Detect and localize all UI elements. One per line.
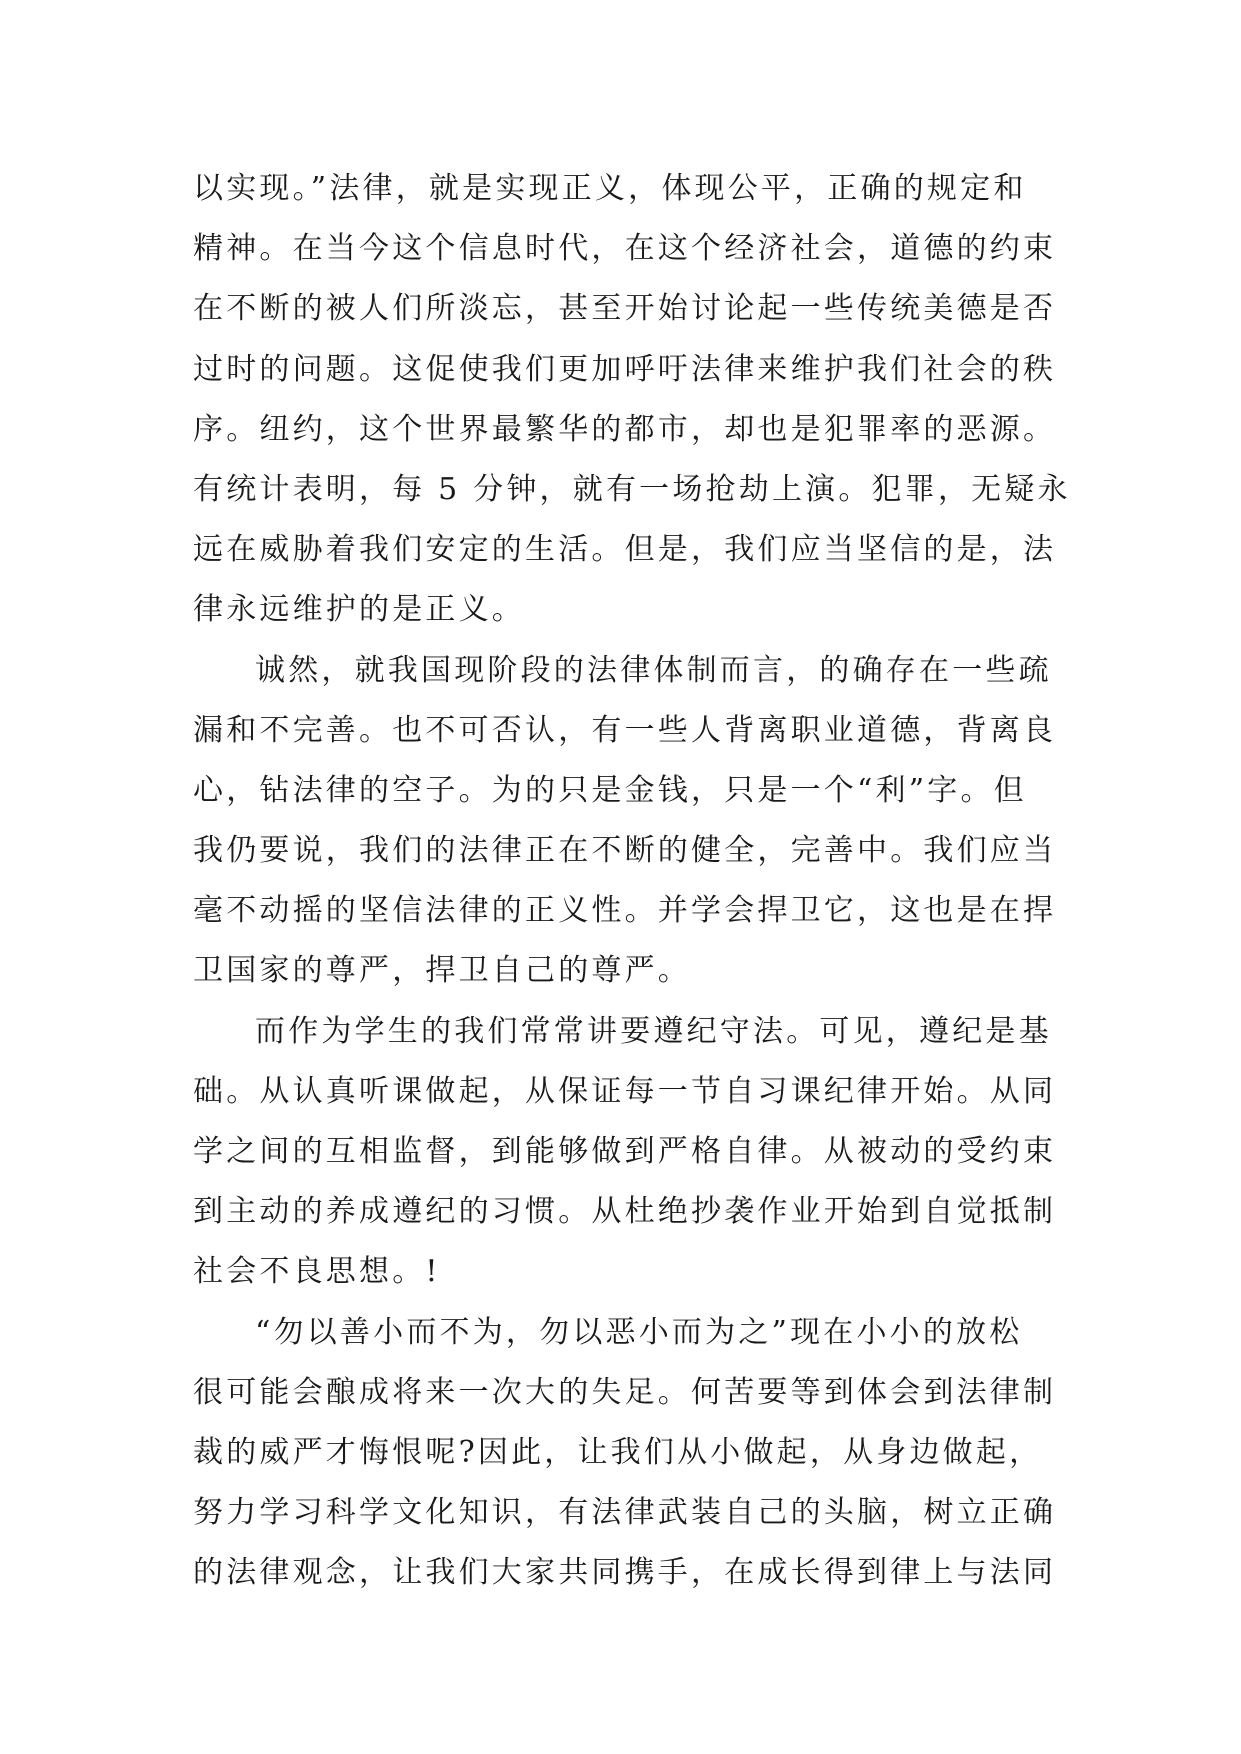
text-line: 漏和不完善。也不可否认，有一些人背离职业道德，背离良 — [193, 712, 1057, 748]
text-line: 我仍要说，我们的法律正在不断的健全，完善中。我们应当 — [193, 833, 1057, 869]
text-line: 有统计表明，每 5 分钟，就有一场抢劫上演。犯罪，无疑永 — [193, 471, 1071, 507]
text-line: 努力学习科学文化知识，有法律武装自己的头脑，树立正确 — [193, 1495, 1057, 1531]
text-line: 裁的威严才悔恨呢?因此，让我们从小做起，从身边做起， — [193, 1434, 1043, 1470]
text-line: 诚然，就我国现阶段的法律体制而言，的确存在一些疏 — [255, 652, 1052, 688]
text-line: 卫国家的尊严，捍卫自己的尊严。 — [193, 953, 691, 989]
text-line: 毫不动摇的坚信法律的正义性。并学会捍卫它，这也是在捍 — [193, 893, 1057, 929]
text-line: 律永远维护的是正义。 — [193, 592, 525, 628]
text-line: 的法律观念，让我们大家共同携手，在成长得到律上与法同 — [193, 1555, 1057, 1591]
text-line: 以实现。”法律，就是实现正义，体现公平，正确的规定和 — [193, 171, 1027, 206]
body-text — [193, 159, 1071, 1604]
text-line: 过时的问题。这促使我们更加呼吁法律来维护我们社会的秩 — [193, 351, 1057, 387]
text-line: 很可能会酿成将来一次大的失足。何苦要等到体会到法律制 — [193, 1374, 1057, 1410]
text-line: 社会不良思想。! — [193, 1254, 441, 1290]
text-line: 心，钻法律的空子。为的只是金钱，只是一个“利”字。但 — [193, 772, 1027, 808]
text-line: 学之间的互相监督，到能够做到严格自律。从被动的受约束 — [193, 1134, 1057, 1169]
text-line: 而作为学生的我们常常讲要遵纪守法。可见，遵纪是基 — [255, 1013, 1052, 1049]
paragraph-4 — [193, 1303, 1057, 1604]
text-line: 精神。在当今这个信息时代，在这个经济社会，道德的约束 — [193, 231, 1057, 267]
paragraph-3 — [193, 1002, 1057, 1303]
text-line: 远在威胁着我们安定的生活。但是，我们应当坚信的是，法 — [193, 532, 1057, 568]
text-line: 到主动的养成遵纪的习惯。从杜绝抄袭作业开始到自觉抵制 — [193, 1194, 1057, 1230]
text-line: 序。纽约，这个世界最繁华的都市，却也是犯罪率的恶源。 — [193, 411, 1057, 447]
text-line: 础。从认真听课做起，从保证每一节自习课纪律开始。从同 — [193, 1073, 1057, 1109]
text-line: “勿以善小而不为，勿以恶小而为之”现在小小的放松 — [255, 1314, 1023, 1350]
paragraph-1 — [193, 159, 1071, 641]
paragraph-2 — [193, 641, 1057, 1002]
text-line: 在不断的被人们所淡忘，甚至开始讨论起一些传统美德是否 — [193, 291, 1057, 327]
